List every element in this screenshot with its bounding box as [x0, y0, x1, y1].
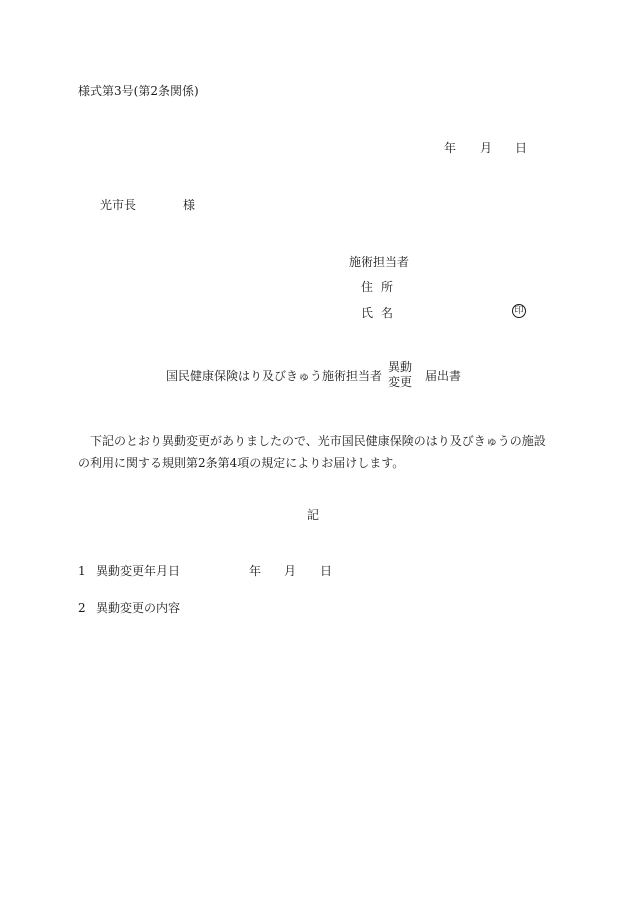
title-choice-bottom: 変更: [388, 375, 413, 389]
item-1-year-label: 年: [249, 564, 262, 578]
form-number: 様式第3号(第2条関係): [78, 84, 199, 98]
name-label: 氏名: [361, 306, 402, 320]
applicant-heading: 施術担当者: [349, 255, 410, 269]
seal-icon: 印: [512, 304, 526, 318]
document-title: 国民健康保険はり及びきゅう施術担当者: [166, 369, 383, 383]
body-text: 下記のとおり異動変更がありましたので、光市国民健康保険のはり及びきゅうの施設の利用に関する規則第2条第4項の規定によりお届けします。: [78, 434, 546, 470]
address-label: 住所: [361, 280, 402, 294]
item-1-month-label: 月: [284, 564, 297, 578]
item-1-label: 異動変更年月日: [96, 564, 181, 578]
title-choice-top: 異動: [388, 360, 413, 374]
item-2-number: 2: [78, 601, 86, 615]
item-1-number: 1: [78, 564, 86, 578]
date-day-label: 日: [515, 141, 528, 155]
addressee-honorific: 様: [183, 198, 196, 212]
date-year-label: 年: [444, 141, 457, 155]
title-choice: [388, 360, 412, 390]
document-title-end: 届出書: [425, 369, 462, 383]
date-month-label: 月: [480, 141, 493, 155]
ki-heading: 記: [307, 508, 320, 522]
addressee-name: 光市長: [100, 198, 137, 212]
item-2-label: 異動変更の内容: [96, 601, 181, 615]
item-1-day-label: 日: [320, 564, 333, 578]
